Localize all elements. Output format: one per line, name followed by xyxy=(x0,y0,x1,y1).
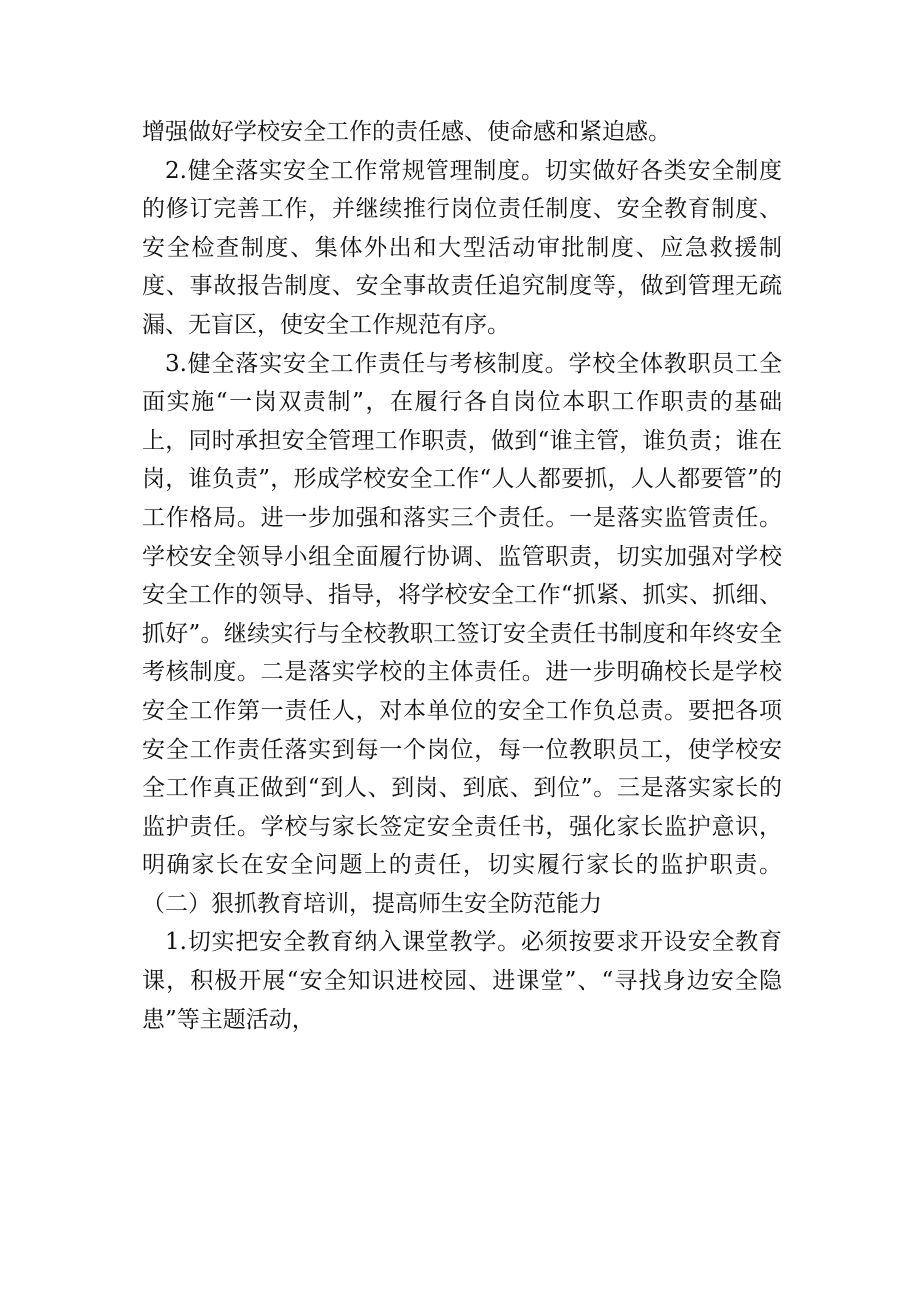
paragraph-item-2: 2.健全落实安全工作常规管理制度。切实做好各类安全制度的修订完善工作，并继续推行岗位责任制度、安全教育制度、安全检查制度、集体外出和大型活动审批制度、应急救援制度、事故报告制度、安全事故责任追究制度等，做到管理无疏漏、无盲区，使安全工作规范有序。 xyxy=(142,157,782,338)
document-body xyxy=(142,113,782,1039)
paragraph-item-3: 3.健全落实安全工作责任与考核制度。学校全体教职员工全面实施“一岗双责制”，在履行各自岗位本职工作职责的基础上，同时承担安全管理工作职责，做到“谁主管，谁负责；谁在岗，谁负责”，形成学校安全工作“人人都要抓，人人都要管”的工作格局。进一步加强和落实三个责任。一是落实监管责任。学校安全领导小组全面履行协调、监管职责，切实加强对学校安全工作的领导、指导，将学校安全工作“抓紧、抓实、抓细、抓好”。继续实行与全校教职工签订安全责任书制度和年终安全考核制度。二是落实学校的主体责任。进一步明确校长是学校安全工作第一责任人，对本单位的安全工作负总责。要把各项安全工作责任落实到每一个岗位，每一位教职员工，使学校安全工作真正做到“到人、到岗、到底、到位”。三是落实家长的监护责任。学校与家长签定安全责任书，强化家长监护意识，明确家长在安全问题上的责任，切实履行家长的监护职责。 （二）狠抓教育培训，提高师生安全防范能力 xyxy=(142,350,782,917)
paragraph-item-1-section-2: 1.切实把安全教育纳入课堂教学。必须按要求开设安全教育课，积极开展“安全知识进校园、进课堂”、“寻找身边安全隐患”等主题活动， xyxy=(142,929,782,1033)
paragraph-continuation: 增强做好学校安全工作的责任感、使命感和紧迫感。 xyxy=(142,119,671,145)
